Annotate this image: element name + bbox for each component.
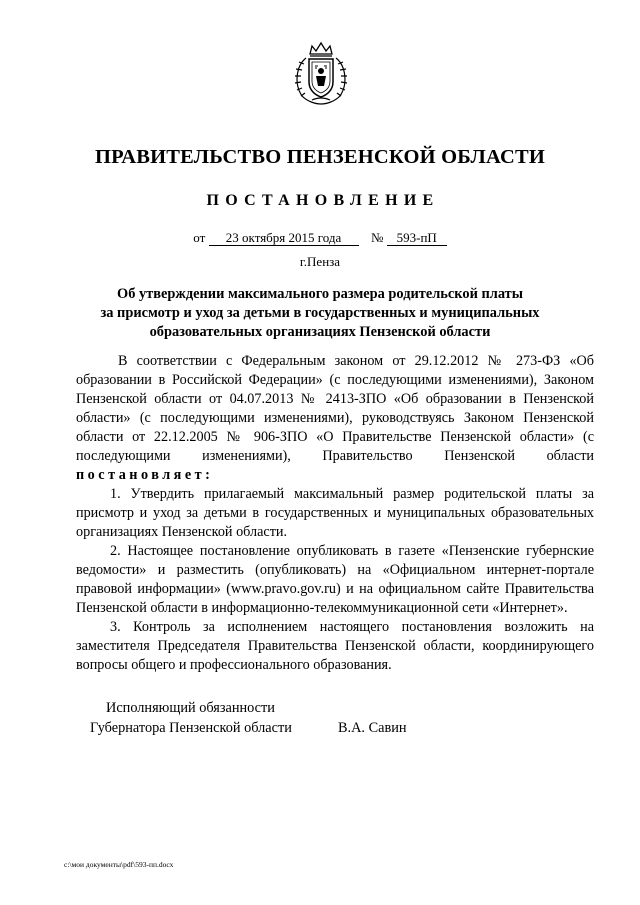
preamble-text: В соответствии с Федеральным законом от 29.12.2012 № 273-ФЗ «Об образовании в Российской Федерации» (с последующими изменениями), Законом Пензенской области от 04.07.2013 № 2413-ЗПО «Об образовании в Пензенской области» (с последующими изменениями), руководствуясь Законом Пензенской области от 22.12.2005 № 906-ЗПО «О Правительстве Пензенской области» (с последующими изменениями), Правительство Пензенской области	[76, 353, 594, 464]
subject-line: за присмотр и уход за детьми в государственных и муниципальных	[100, 305, 540, 321]
date-number-line	[0, 230, 640, 246]
resolution-item-2: 2. Настоящее постановление опубликовать в газете «Пензенские губернские ведомости» и разместить (опубликовать) на «Официальном интернет-портале правовой информации» (www.pravo.gov.ru) и на официальном сайте Правительства Пензенской области в информационно-телекоммуникационной сети «Интернет».	[76, 543, 594, 616]
coat-of-arms-icon	[290, 40, 352, 106]
resolution-item-1: 1. Утвердить прилагаемый максимальный размер родительской платы за присмотр и уход за детьми в государственных и муниципальных образовательных организациях Пензенской области.	[76, 486, 594, 540]
preamble-paragraph	[76, 352, 594, 485]
signatory-name: В.А. Савин	[338, 720, 407, 736]
document-type: ПОСТАНОВЛЕНИЕ	[206, 192, 440, 209]
city: г.Пенза	[299, 254, 341, 269]
resolves-word: постановляет:	[76, 467, 214, 483]
file-path-footer: c:\мои документы\pdf\593-пп.docx	[64, 860, 174, 869]
document-number: 593-пП	[387, 231, 447, 246]
organization-name: ПРАВИТЕЛЬСТВО ПЕНЗЕНСКОЙ ОБЛАСТИ	[95, 146, 545, 168]
signatory-position-line-1: Исполняющий обязанности	[106, 700, 275, 716]
signatory-position-line-2: Губернатора Пензенской области	[90, 720, 292, 736]
subject-line: Об утверждении максимального размера родительской платы	[117, 286, 523, 302]
date-prefix: от	[193, 230, 206, 245]
document-body	[76, 352, 594, 675]
document-subject	[60, 285, 580, 342]
subject-line: образовательных организациях Пензенской области	[149, 324, 491, 340]
number-prefix: №	[371, 230, 384, 245]
document-date: 23 октября 2015 года	[209, 231, 359, 246]
resolution-item-3: 3. Контроль за исполнением настоящего постановления возложить на заместителя Председателя Правительства Пензенской области, координирующего вопросы общего и профессионального образования.	[76, 619, 594, 673]
